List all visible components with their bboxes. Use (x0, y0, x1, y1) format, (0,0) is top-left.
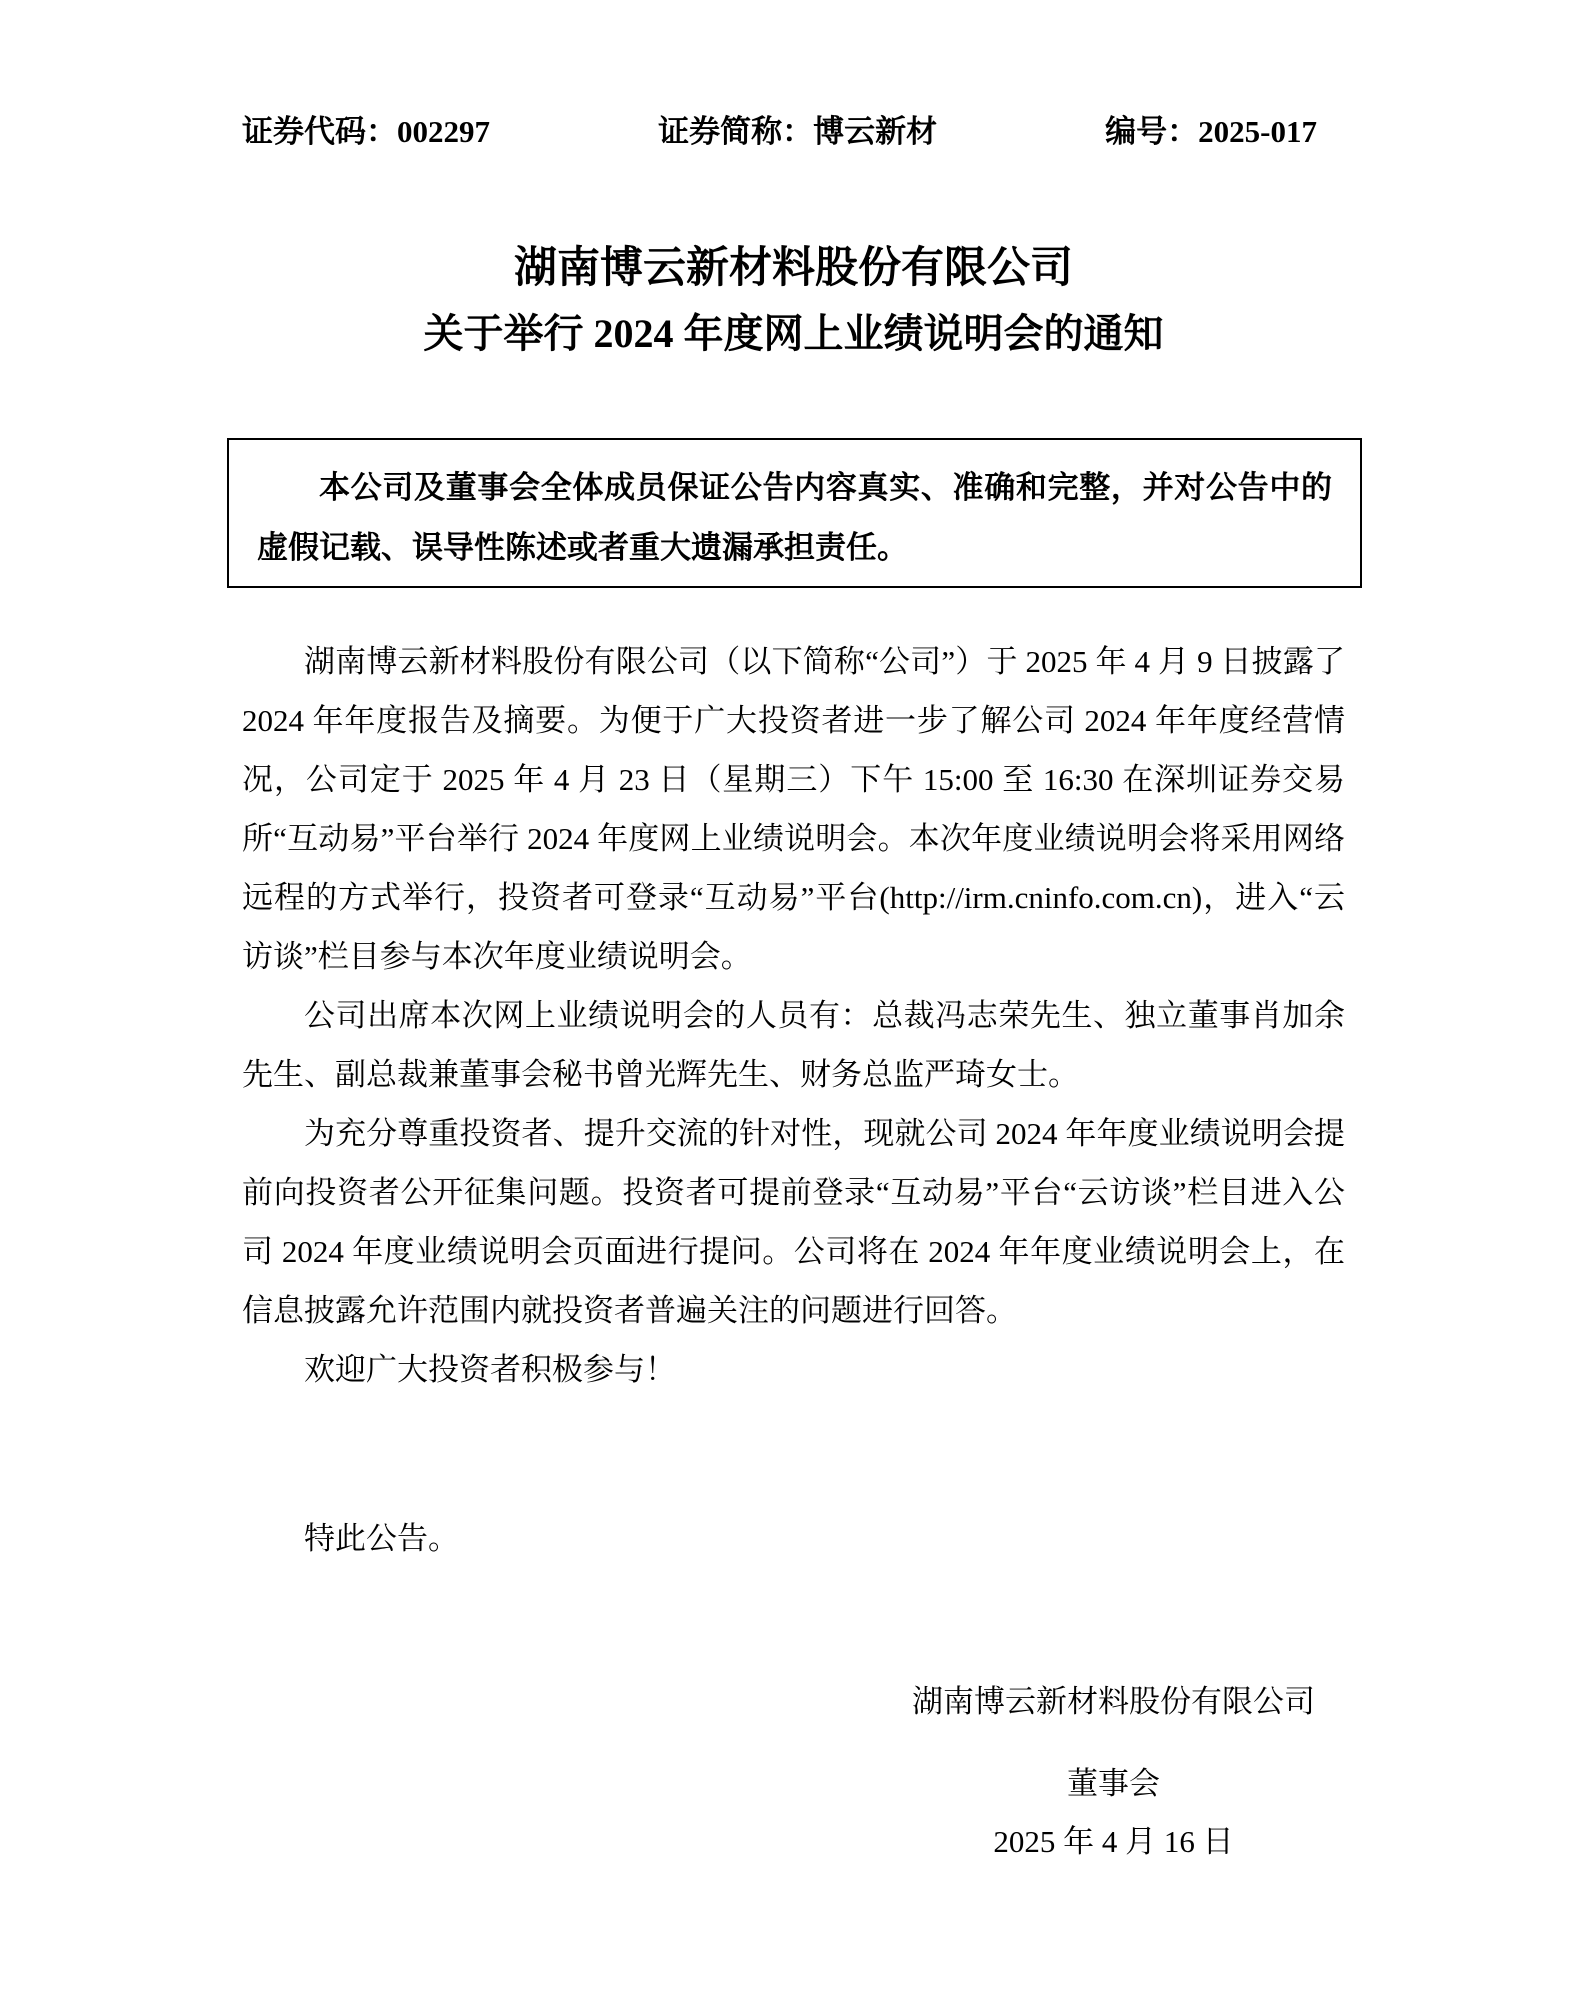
paragraph-welcome: 欢迎广大投资者积极参与！ (304, 1352, 676, 1387)
paragraph-meeting-notice: 湖南博云新材料股份有限公司（以下简称“公司”）于 2025 年 4 月 9 日披露了 2024 年年度报告及摘要。为便于广大投资者进一步了解公司 2024 年年度经营情况，公司定于 2025 年 4 月 23 日（星期三）下午 15:00 至 16:30 在深圳证券交易所“互动易”平台举行 2024 年度网上业绩说明会。本次年度业绩说明会将采用网络远程的方式举行，投资者可登录“互动易”平台(http://irm.cninfo.com.cn)，进入“云访谈”栏目参与本次年度业绩说明会。 (242, 644, 1345, 974)
signature-date: 2025 年 4 月 16 日 (993, 1824, 1234, 1859)
paragraph-attendees: 公司出席本次网上业绩说明会的人员有：总裁冯志荣先生、独立董事肖加余先生、副总裁兼董事会秘书曾光辉先生、财务总监严琦女士。 (242, 998, 1345, 1092)
closing-statement: 特此公告。 (304, 1521, 459, 1556)
announcement-title: 关于举行 2024 年度网上业绩说明会的通知 (423, 311, 1164, 356)
company-name-title: 湖南博云新材料股份有限公司 (514, 245, 1073, 292)
disclaimer-text: 本公司及董事会全体成员保证公告内容真实、准确和完整，并对公告中的虚假记载、误导性陈述或者重大遗漏承担责任。 (257, 470, 1332, 565)
paragraph-question-collection: 为充分尊重投资者、提升交流的针对性，现就公司 2024 年年度业绩说明会提前向投资者公开征集问题。投资者可提前登录“互动易”平台“云访谈”栏目进入公司 2024 年度业绩说明会页面进行提问。公司将在 2024 年年度业绩说明会上，在信息披露允许范围内就投资者普遍关注的问题进行回答。 (242, 1116, 1345, 1328)
stock-code: 证券代码：002297 (242, 114, 490, 149)
announcement-number: 编号：2025-017 (1105, 114, 1317, 149)
document-content (242, 0, 1345, 1871)
stock-short-name: 证券简称：博云新材 (658, 114, 938, 149)
signature-board-of-directors: 董事会 (1067, 1766, 1160, 1801)
securities-info-header (242, 112, 1345, 152)
disclaimer-box (227, 438, 1362, 588)
signature-block (912, 1673, 1315, 1871)
signature-company-name: 湖南博云新材料股份有限公司 (912, 1684, 1315, 1719)
